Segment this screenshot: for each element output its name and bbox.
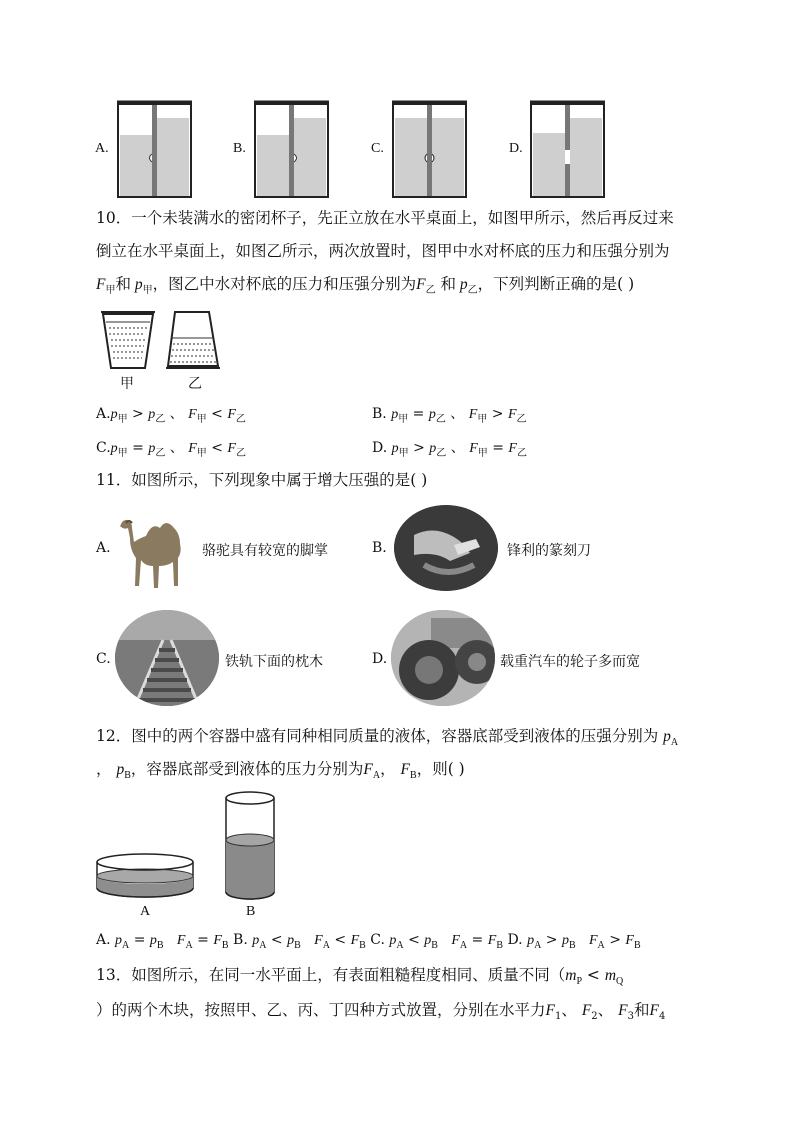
q10-option-a[interactable]: $A.p_甲 > p_乙$ 、 $F_甲 < F_乙$ [96,406,246,425]
container-b-figure [224,790,276,902]
q11-option-a-text: 骆驼具有较宽的脚掌 [202,543,328,559]
q9-figure-a [117,100,192,198]
q9-option-a-label: A. [95,141,109,156]
q12-line1: 12．图中的两个容器中盛有同种相同质量的液体，容器底部受到液体的压强分别为 $p_A$ [96,727,679,749]
q11-option-b-label[interactable]: B. [372,540,387,556]
cup-inverted-figure [164,308,222,370]
q13-line2: ）的两个木块，按照甲、乙、丙、丁四种方式放置，分别在水平力$F_1$、 $F_2$、 $F_3$和$F_4$ [96,1001,666,1023]
q9-option-b-label: B. [233,141,246,156]
q11-option-c-label[interactable]: C. [96,651,111,667]
carving-knife-image [394,505,498,591]
container-a-label: A [140,904,151,919]
q12-option-c[interactable]: C. $p_A < p_B$ $F_A = F_B$ [370,932,503,951]
q9-option-c-label: C. [371,141,384,156]
q11-stem: 11．如图所示，下列现象中属于增大压强的是( ) [96,471,428,489]
q9-figure-d [530,100,605,198]
q9-option-d-label: D. [509,141,523,156]
q9-figure-c [392,100,467,198]
q10-line2: 倒立在水平桌面上，如图乙所示，两次放置时，图甲中水对杯底的压力和压强分别为 [96,242,670,260]
q10-option-b[interactable]: B. $p_甲 = p_乙$ 、 $F_甲 > F_乙$ [372,406,527,425]
q11-option-c-text: 铁轨下面的枕木 [225,654,323,670]
q9-figure-b [254,100,329,198]
q12-option-d[interactable]: D. $p_A > p_B$ $F_A > F_B$ [507,932,641,951]
cup-jia-label: 甲 [120,377,134,392]
q11-option-d-text: 载重汽车的轮子多而宽 [500,654,640,670]
q12-line2: ， $p_B$，容器底部受到液体的压力分别为$F_A$， $F_B$，则( ) [96,760,465,782]
q10-line1: 10．一个未装满水的密闭杯子，先正立放在水平桌面上，如图甲所示，然后再反过来 [96,209,674,227]
q10-option-d[interactable]: D. $p_甲 > p_乙$ 、 $F_甲 = F_乙$ [372,440,527,459]
q12-option-b[interactable]: B. $p_A < p_B$ $F_A < F_B$ [233,932,366,951]
cup-yi-label: 乙 [188,377,202,392]
q10-line3: $F_甲$和 $p_甲$，图乙中水对杯底的压力和压强分别为$F_乙$ 和 $p_乙$，下列判断正确的是( ) [96,275,635,297]
q11-option-b-text: 锋利的篆刻刀 [507,543,591,559]
q11-option-d-label[interactable]: D. [372,651,388,667]
q13-line1: 13．如图所示，在同一水平面上，有表面粗糙程度相同、质量不同（$m_P < m_Q$ [96,966,624,988]
q12-option-a[interactable]: A. $p_A = p_B$ $F_A = F_B$ [96,932,229,951]
q10-option-c[interactable]: $C.p_甲 = p_乙$ 、 $F_甲 < F_乙$ [96,440,246,459]
container-a-figure [95,850,195,900]
railway-sleeper-image [115,610,219,706]
cup-upright-figure [99,308,159,370]
truck-wheels-image [391,610,495,706]
q12-options-row [96,932,641,951]
container-b-label: B [246,904,256,919]
q11-option-a-label[interactable]: A. [96,540,111,556]
camel-image [112,505,198,591]
